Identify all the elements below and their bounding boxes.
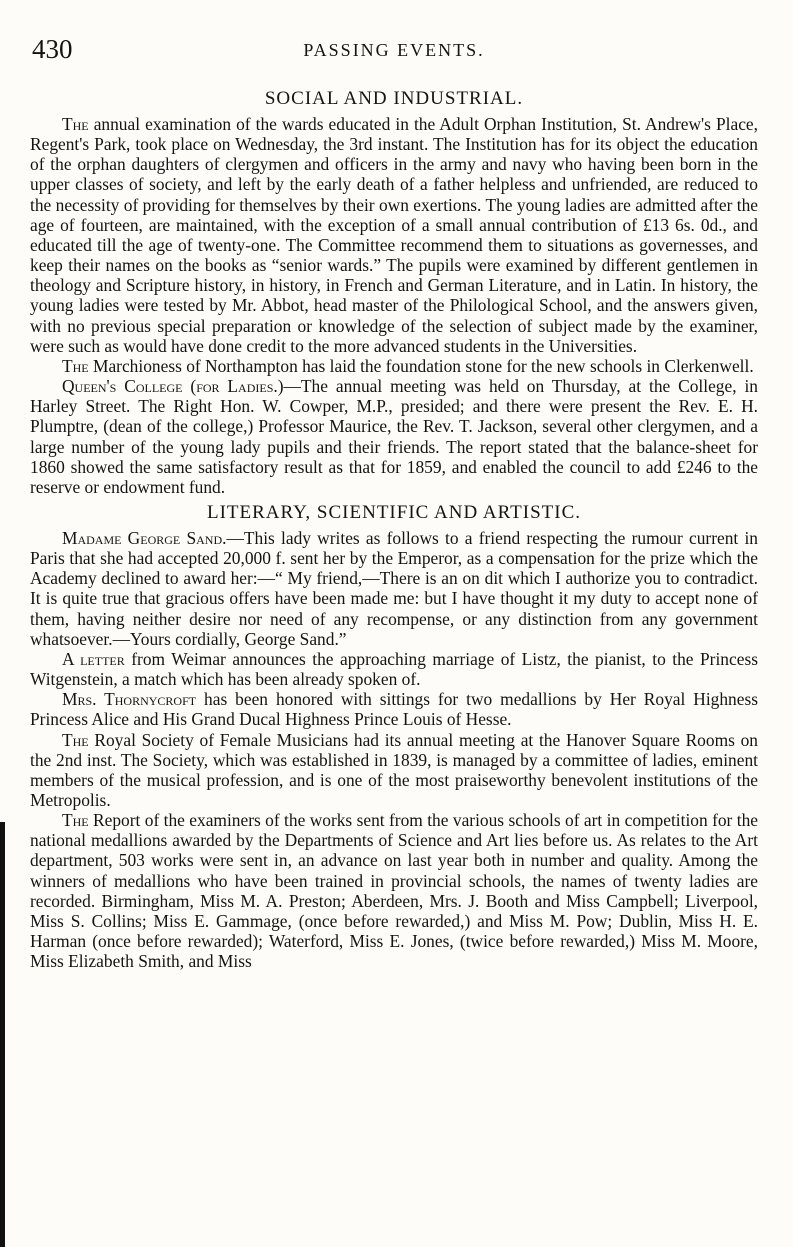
paragraph-text: Royal Society of Female Musicians had its annual meeting at the Hanover Square Rooms on the 2nd inst. The Society, which was established in 1839, is managed by a committee of ladies, eminent members of the musical profession, and is one of the most praiseworthy benevolent institutions of the Metropolis. [30,729,758,810]
paragraph-lead: A letter [62,648,125,669]
paragraph-lead: The [62,355,89,376]
paragraph-text: Report of the examiners of the works sent from the various schools of art in competition for the national medallions awarded by the Departments of Science and Art lies before us. As relates to the Art department, 503 works were sent in, an advance on last year both in number and quality. Among the winners of medallions who have been trained in provincial schools, the names of twenty ladies are recorded. Birmingham, Miss M. A. Preston; Aberdeen, Mrs. J. Booth and Miss Campbell; Liverpool, Miss S. Collins; Miss E. Gammage, (once before rewarded,) and Miss M. Pow; Dublin, Miss H. E. Harman (once before rewarded); Waterford, Miss E. Jones, (twice before rewarded,) Miss M. Moore, Miss Elizabeth Smith, and Miss [30,810,758,972]
section-heading-literary: LITERARY, SCIENTIFIC AND ARTISTIC. [206,501,581,523]
page-number: 430 [32,34,73,64]
section-body-social [30,114,758,497]
paragraph [30,376,758,497]
paragraph [30,730,758,811]
paragraph [30,114,758,356]
paragraph-lead: The [62,729,89,750]
paragraph [30,528,758,649]
paragraph-lead: Mrs. Thornycroft [62,689,197,710]
paragraph-text: has been honored with sittings for two medallions by Her Royal Highness Princess Alice and His Grand Ducal Highness Prince Louis of Hesse. [30,689,758,730]
paragraph-text: —This lady writes as follows to a friend respecting the rumour current in Paris that she had accepted 20,000 f. sent her by the Emperor, as a compensation for the prize which the Academy declined to award her:—“ My friend,—There is an on dit which I authorize you to contradict. It is quite true that gracious offers have been made me: but I have thought it my duty to accept none of them, having neither desire nor need of any recompense, or any distinction from any government whatsoever.—Yours cordially, George Sand.” [30,527,758,649]
paragraph-text: Marchioness of Northampton has laid the foundation stone for the new schools in Clerkenwell. [92,355,754,376]
page [30,36,758,971]
paragraph [30,649,758,689]
paragraph [30,810,758,971]
paragraph-lead: The [62,114,89,134]
paragraph [30,689,758,729]
paragraph-lead: The [62,810,89,831]
paragraph-lead: Queen's College (for Ladies.) [62,376,284,397]
section-body-literary [30,528,758,971]
section-heading-social: SOCIAL AND INDUSTRIAL. [264,88,524,109]
paragraph-text: —The annual meeting was held on Thursday, at the College, in Harley Street. The Right Hon. W. Cowper, M.P., presided; and there were present the Rev. E. H. Plumptre, (dean of the college,) Professor Maurice, the Rev. T. Jackson, several other clergymen, and a large number of the young lady pupils and their friends. The report stated that the balance-sheet for 1860 showed the same satisfactory result as that for 1859, and enabled the council to add £246 to the reserve or endowment fund. [30,376,758,497]
running-title: PASSING EVENTS. [303,40,485,60]
paragraph-lead: Madame George Sand. [62,527,227,548]
page-edge-shadow [0,822,5,1247]
paragraph-text: from Weimar announces the approaching marriage of Listz, the pianist, to the Princess Witgenstein, a match which has been already spoken of. [30,648,758,690]
paragraph [30,356,758,376]
page-header [30,36,758,70]
paragraph-text: annual examination of the wards educated in the Adult Orphan Institution, St. Andrew's Place, Regent's Park, took place on Wednesday, the 3rd instant. The Institution has for its object the education of the orphan daughters of clergymen and officers in the army and navy who having been born in the upper classes of society, and left by the early death of a father helpless and unfriended, are reduced to the necessity of providing for themselves by their own exertions. The young ladies are admitted after the age of fourteen, are maintained, with the exception of a small annual contribution of £13 6s. 0d., and educated till the age of twenty-one. The Committee recommend them to situations as governesses, and keep their names on the books as “senior wards.” The pupils were examined by different gentlemen in theology and Scripture history, in history, in French and German Literature, and in Latin. In history, the young ladies were tested by Mr. Abbot, head master of the Philological School, and the answers given, with no previous special preparation or knowledge of the selection of subject made by the examiner, were such as would have done credit to the more advanced students in the Universities. [30,114,758,356]
